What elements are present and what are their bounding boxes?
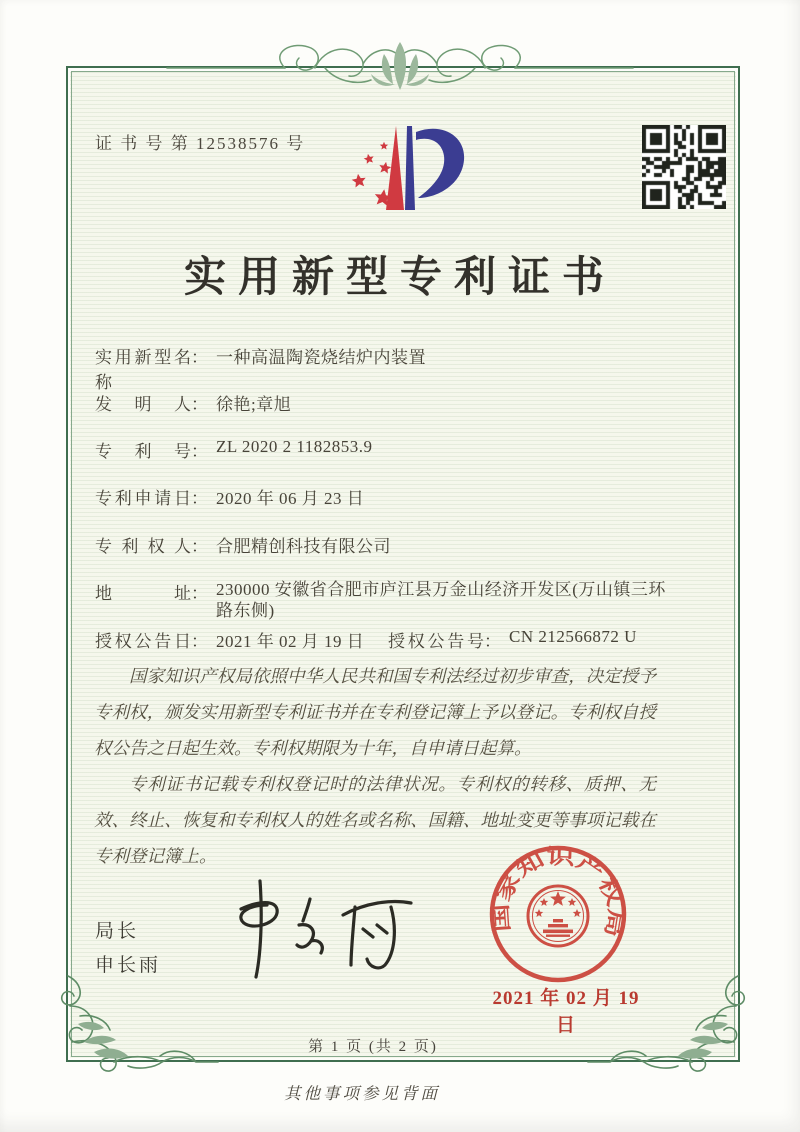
logo-blue-p xyxy=(416,129,464,198)
field-filing-date xyxy=(95,484,695,509)
field-inventor xyxy=(95,390,695,415)
page-number-note: 第 1 页 (共 2 页) xyxy=(308,1039,438,1055)
field-colon: ： xyxy=(191,584,208,603)
field-label: 专利号 xyxy=(95,442,191,461)
field-label: 专利权人 xyxy=(95,537,191,556)
field-colon: ： xyxy=(191,489,208,508)
commissioner-role: 局长 xyxy=(95,921,140,942)
field-colon: ： xyxy=(191,442,208,461)
field-label: 授权公告号 xyxy=(388,632,484,651)
commissioner-name: 申长雨 xyxy=(95,955,162,976)
cnipa-logo xyxy=(338,114,478,218)
field-value: CN 212566872 U xyxy=(509,627,637,646)
field-grant-row xyxy=(95,627,695,652)
seal-national-emblem xyxy=(528,886,588,946)
field-value: 2021 年 02 月 19 日 xyxy=(216,632,365,651)
field-value: 合肥精创科技有限公司 xyxy=(216,537,391,556)
field-value: 2020 年 06 月 23 日 xyxy=(216,489,365,508)
field-colon: ： xyxy=(191,632,208,651)
field-patentee xyxy=(95,532,695,557)
field-utility-model-name xyxy=(95,343,695,393)
field-value: 230000 安徽省合肥市庐江县万金山经济开发区(万山镇三环路东侧) xyxy=(216,580,666,620)
field-colon: ： xyxy=(191,537,208,556)
field-grant-number xyxy=(388,627,637,652)
cnipa-official-seal xyxy=(487,843,629,985)
field-value: 一种高温陶瓷烧结炉内装置 xyxy=(216,348,426,367)
legal-text-block xyxy=(94,658,656,874)
certificate-title: 实用新型专利证书 xyxy=(183,255,616,301)
field-colon: ： xyxy=(484,632,501,651)
legal-paragraph-2: 专利证书记载专利权登记时的法律状况。专利权的转移、质押、无效、终止、恢复和专利权人的姓名或名称、国籍、地址变更等事项记载在专利登记簿上。 xyxy=(94,774,656,866)
logo-stars xyxy=(351,142,393,207)
qr-code xyxy=(642,125,726,209)
field-label: 实用新型名称 xyxy=(95,348,191,392)
field-colon: ： xyxy=(191,348,208,367)
field-label: 地址 xyxy=(95,584,191,603)
field-address xyxy=(95,579,695,621)
field-label: 专利申请日 xyxy=(95,489,191,508)
field-value: 徐艳;章旭 xyxy=(216,395,292,414)
see-back-note: 其他事项参见背面 xyxy=(284,1084,440,1103)
seal-date: 2021 年 02 月 19 日 xyxy=(492,988,640,1036)
field-patent-number xyxy=(95,437,695,462)
field-label: 授权公告日 xyxy=(95,632,191,651)
commissioner-signature-drawing xyxy=(215,873,420,988)
logo-blue-bar xyxy=(405,126,415,210)
field-value: ZL 2020 2 1182853.9 xyxy=(216,437,373,456)
field-colon: ： xyxy=(191,395,208,414)
legal-paragraph-1: 国家知识产权局依照中华人民共和国专利法经过初步审查，决定授予专利权，颁发实用新型专利证书并在专利登记簿上予以登记。专利权自授权公告之日起生效。专利权期限为十年，自申请日起算。 xyxy=(94,666,656,758)
seal-ring-text: 国家知识产权局 xyxy=(488,844,629,933)
top-border-flourish-ornament xyxy=(165,34,635,100)
certificate-number: 证 书 号 第 12538576 号 xyxy=(95,134,306,153)
bottom-left-corner-ornament xyxy=(50,972,220,1084)
field-label: 发明人 xyxy=(95,395,191,414)
